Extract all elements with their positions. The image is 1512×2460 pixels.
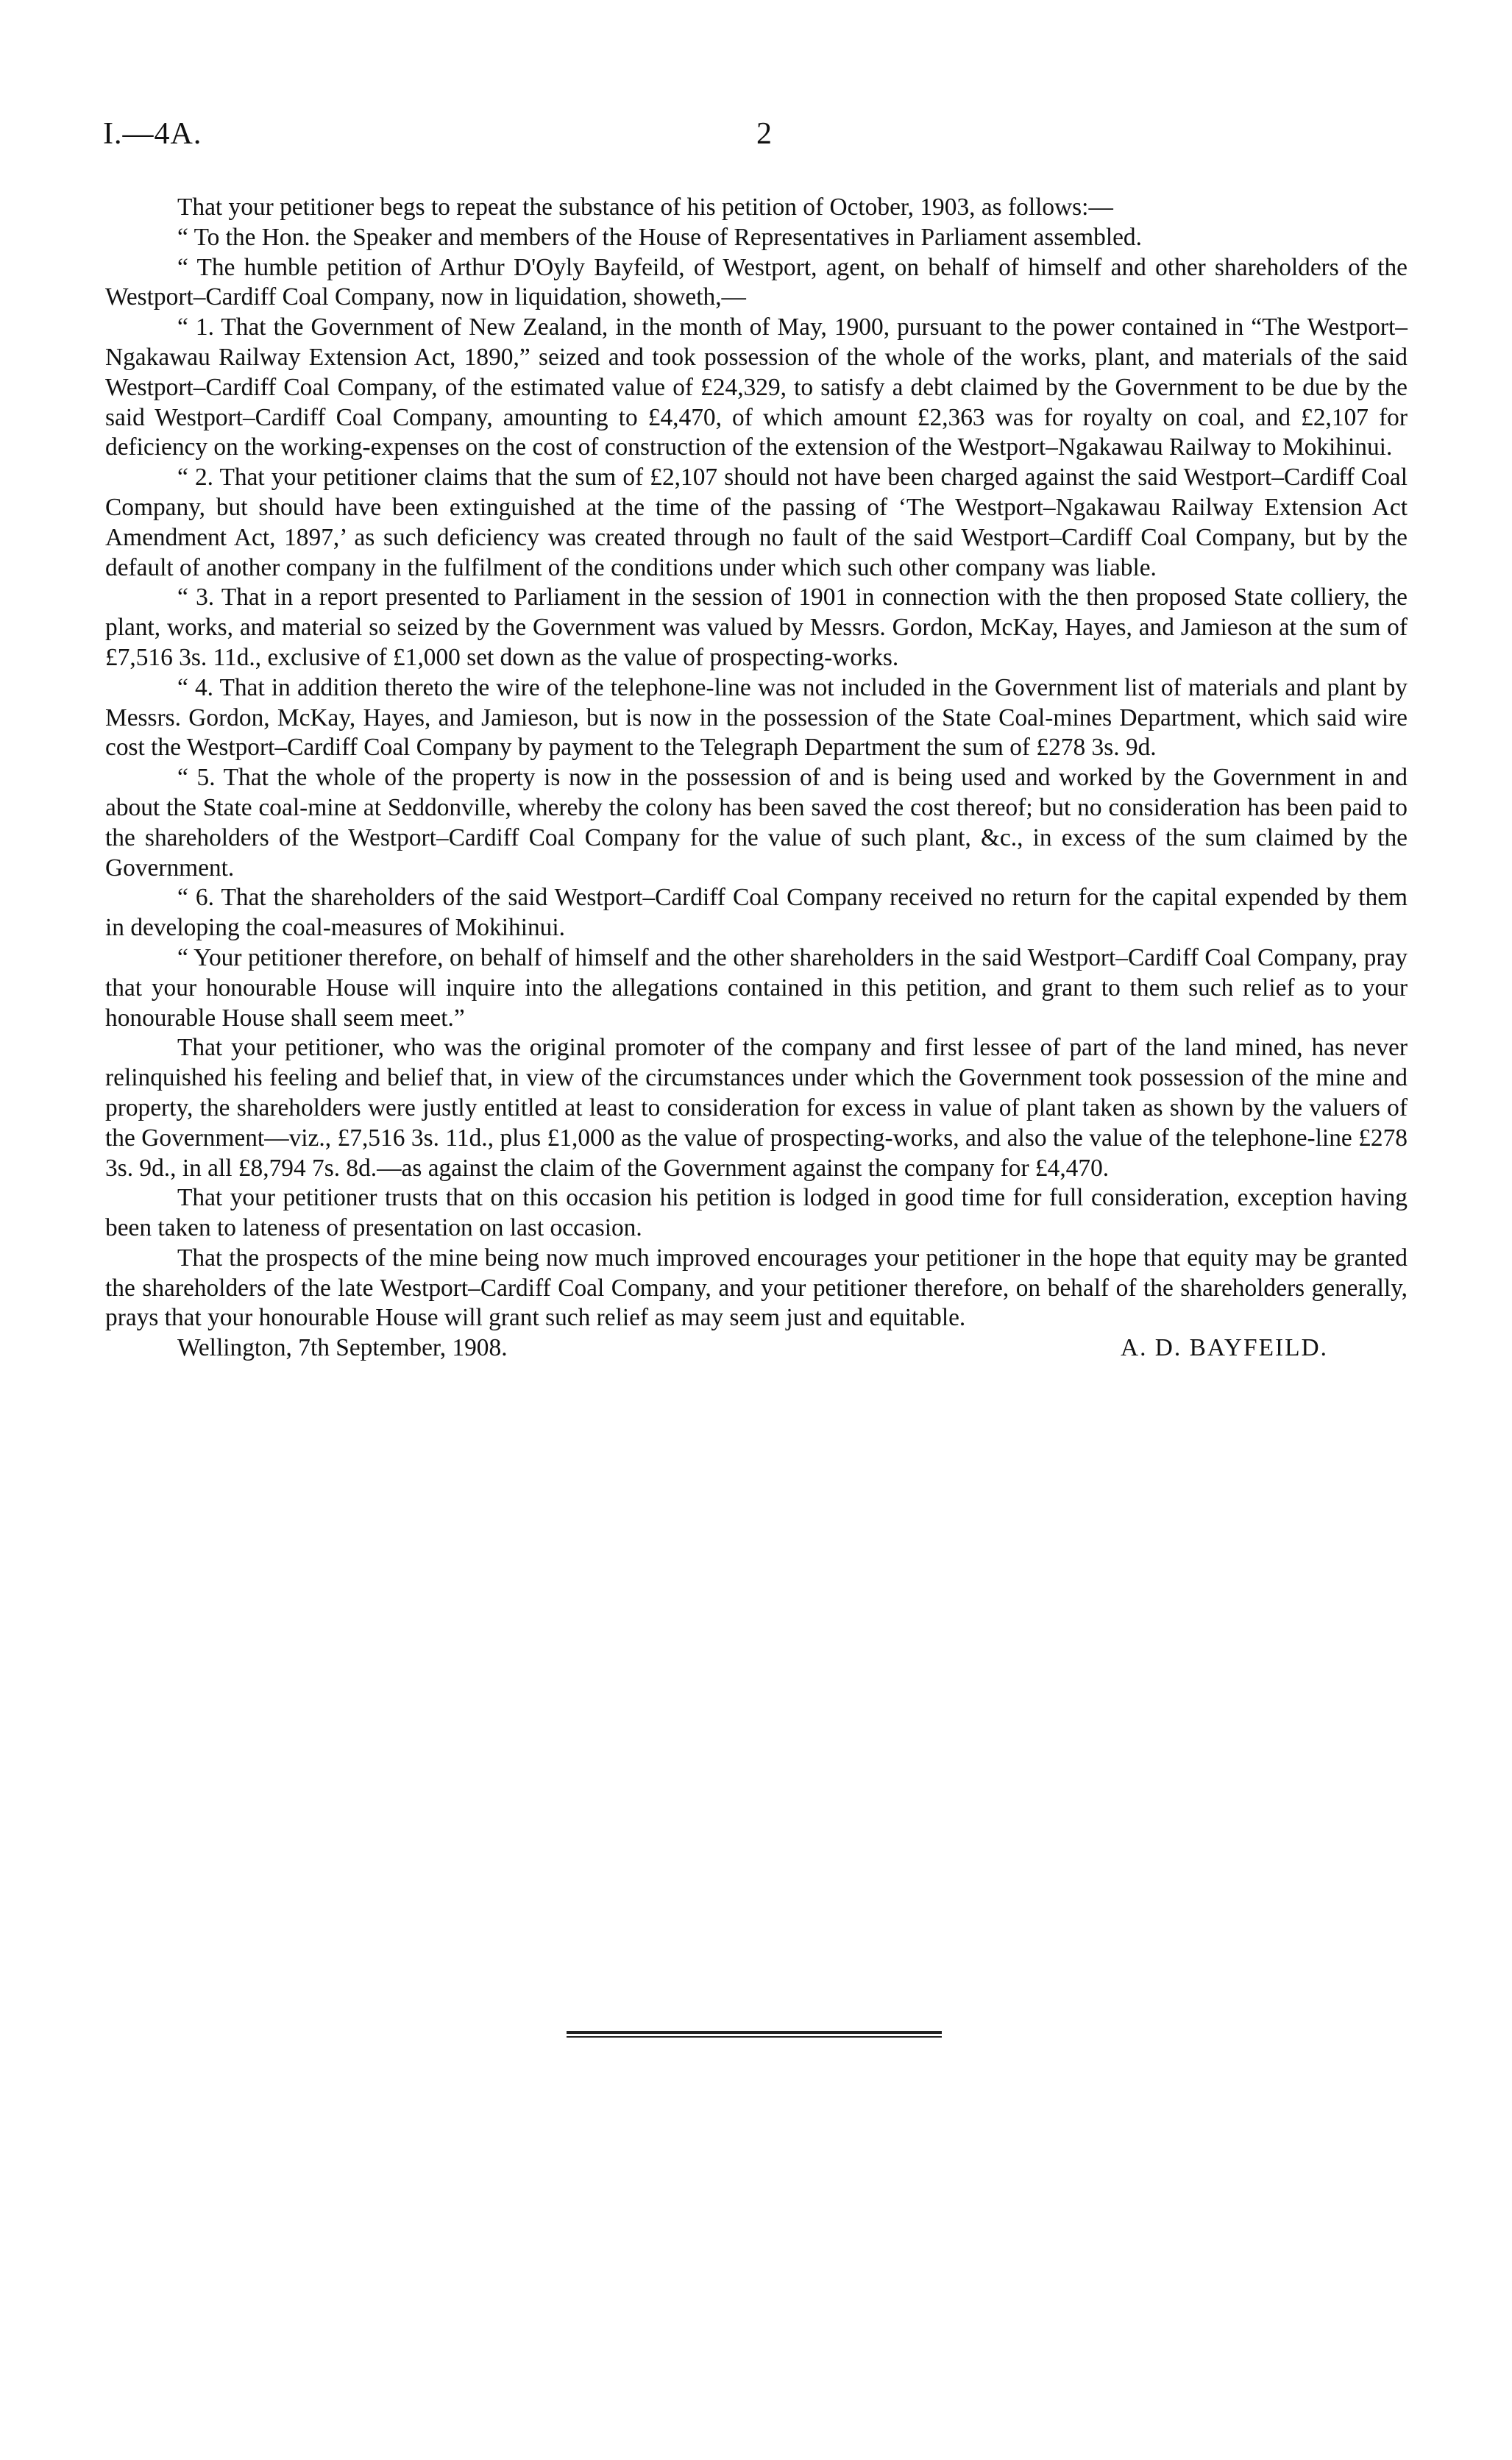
paragraph-clause-4: “ 4. That in addition thereto the wire of the telephone-line was not included in the Government list of materials and plant by Messrs. Gordon, McKay, Hayes, and Jamieson, but is now in the possession of the State Coal-mines Department, which said wire cost the Westport–Cardiff Coal Company by payment to the Telegraph Department the sum of £278 3s. 9d. xyxy=(105,673,1408,762)
page-header xyxy=(103,116,1416,160)
signature: A. D. BAYFEILD. xyxy=(1121,1334,1328,1362)
petition-body xyxy=(105,193,1408,1364)
closing-rule xyxy=(567,2031,942,2038)
place-date: Wellington, 7th September, 1908. xyxy=(177,1334,508,1362)
paragraph-clause-5: “ 5. That the whole of the property is now in the possession of and is being used and worked by the Government in and about the State coal-mine at Seddonville, whereby the colony has been saved the cost thereof; but no consideration has been paid to the shareholders of the Westport–Cardiff Coal Company for the value of such plant, &c., in excess of the sum claimed by the Government. xyxy=(105,764,1408,882)
signoff xyxy=(105,1333,1408,1364)
closing-rule-thin xyxy=(567,2036,942,2038)
paragraph-prayer: “ Your petitioner therefore, on behalf of himself and the other shareholders in the said Westport–Cardiff Coal Company, pray that your honourable House will inquire into the allegations contained in this petition, and grant to them such relief as to your honourable House shall seem meet.” xyxy=(105,943,1408,1032)
paragraph-humble-petition: “ The humble petition of Arthur D'Oyly Bayfeild, of Westport, agent, on behalf of himself and other shareholders of the Westport–Cardiff Coal Company, now in liquidation, showeth,— xyxy=(105,253,1408,311)
paragraph-clause-6: “ 6. That the shareholders of the said Westport–Cardiff Coal Company received no return for the capital expended by them in developing the coal-measures of Mokihinui. xyxy=(105,884,1408,942)
paragraph-address: “ To the Hon. the Speaker and members of the House of Representatives in Parliament assembled. xyxy=(177,223,1142,251)
paragraph-promoter: That your petitioner, who was the original promoter of the company and first lessee of part of the land mined, has never relinquished his feeling and belief that, in view of the circumstances under which the Government took possession of the mine and property, the shareholders were justly entitled at least to consideration for excess in value of plant taken as shown by the valuers of the Government—viz., £7,516 3s. 11d., plus £1,000 as the value of prospecting-works, and also the value of the telephone-line £278 3s. 9d., in all £8,794 7s. 8d.—as against the claim of the Government against the company for £4,470. xyxy=(105,1034,1408,1182)
page-number: 2 xyxy=(756,117,772,151)
document-reference: I.—4A. xyxy=(103,117,202,151)
paragraph-clause-3: “ 3. That in a report presented to Parliament in the session of 1901 in connection with the then proposed State colliery, the plant, works, and material so seized by the Government was valued by Messrs. Gordon, McKay, Hayes, and Jamieson at the sum of £7,516 3s. 11d., exclusive of £1,000 set down as the value of prospecting-works. xyxy=(105,584,1408,671)
paragraph-clause-2: “ 2. That your petitioner claims that the sum of £2,107 should not have been charged against the said Westport–Cardiff Coal Company, but should have been extinguished at the time of the passing of ‘The Westport–Ngakawau Railway Extension Act Amendment Act, 1897,’ as such deficiency was created through no fault of the said Westport–Cardiff Coal Company, but by the default of another company in the fulfilment of the conditions under which such other company was liable. xyxy=(105,464,1408,581)
paragraph-clause-1: “ 1. That the Government of New Zealand, in the month of May, 1900, pursuant to the power contained in “The Westport–Ngakawau Railway Extension Act, 1890,” seized and took possession of the whole of the works, plant, and materials of the said Westport–Cardiff Coal Company, of the estimated value of £24,329, to satisfy a debt claimed by the Government to be due by the said Westport–Cardiff Coal Company, amounting to £4,470, of which amount £2,363 was for royalty on coal, and £2,107 for deficiency on the working-expenses on the cost of construction of the extension of the Westport–Ngakawau Railway to Mokihinui. xyxy=(105,313,1408,461)
paragraph-intro: That your petitioner begs to repeat the substance of his petition of October, 1903, as follows:— xyxy=(177,194,1113,221)
paragraph-prospects: That the prospects of the mine being now much improved encourages your petitioner in the hope that equity may be granted the shareholders of the late Westport–Cardiff Coal Company, and your petitioner therefore, on behalf of the shareholders generally, prays that your honourable House will grant such relief as may seem just and equitable. xyxy=(105,1244,1408,1332)
closing-rule-thick xyxy=(567,2031,942,2034)
paragraph-good-time: That your petitioner trusts that on this occasion his petition is lodged in good time for full consideration, exception having been taken to lateness of presentation on last occasion. xyxy=(105,1184,1408,1242)
